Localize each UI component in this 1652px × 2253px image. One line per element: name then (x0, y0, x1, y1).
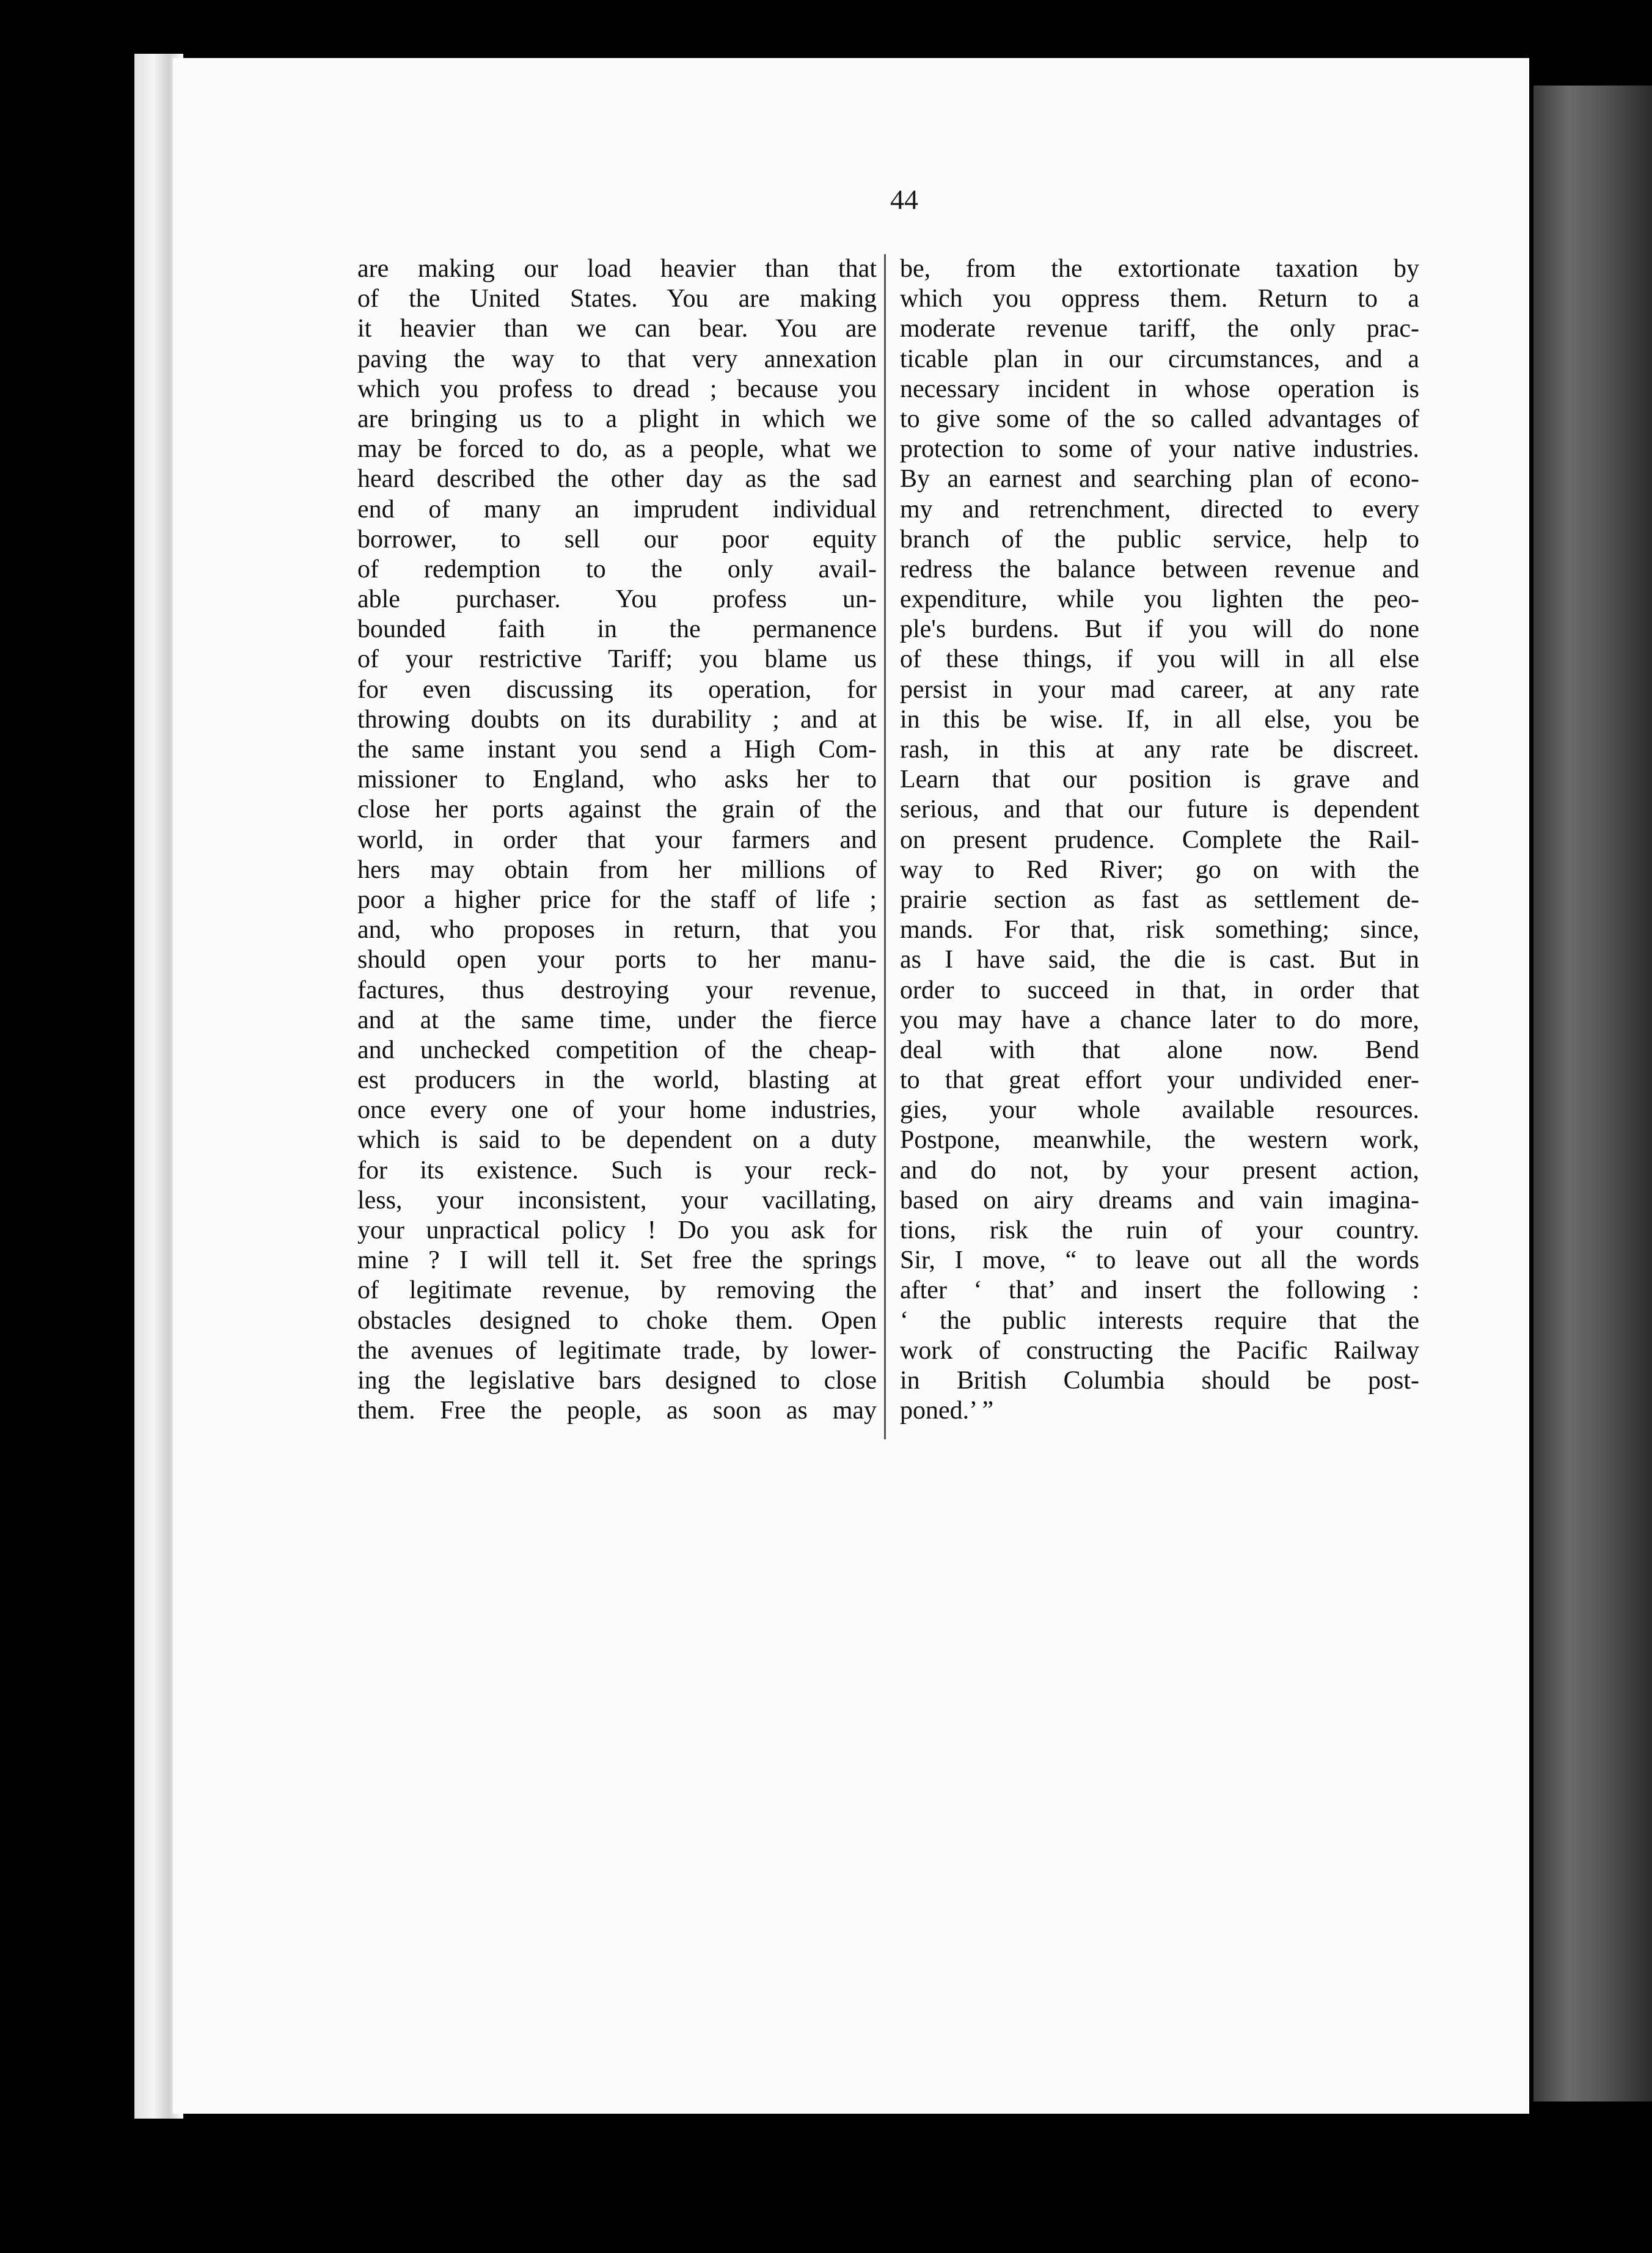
text-line: poned.’ ” (900, 1397, 994, 1425)
text-line: on present prudence. Complete the Rail- (900, 825, 1419, 854)
text-line: mands. For that, risk something; since, (900, 916, 1419, 944)
text-line: be, from the extortionate taxation by (900, 255, 1419, 283)
text-line: my and retrenchment, directed to every (900, 495, 1419, 524)
text-line: once every one of your home industries, (357, 1096, 877, 1125)
text-line: gies, your whole available resources. (900, 1096, 1419, 1125)
text-line: which is said to be dependent on a duty (357, 1126, 877, 1155)
text-line: based on airy dreams and vain imagina- (900, 1186, 1419, 1214)
text-line: moderate revenue tariff, the only prac- (900, 315, 1419, 343)
text-line: Sir, I move, “ to leave out all the words (900, 1246, 1419, 1275)
text-line: serious, and that our future is dependent (900, 795, 1419, 824)
text-line: end of many an imprudent individual (357, 495, 877, 524)
text-line: way to Red River; go on with the (900, 855, 1419, 884)
text-line: as I have said, the die is cast. But in (900, 946, 1419, 974)
text-line: expenditure, while you lighten the peo- (900, 585, 1419, 614)
text-line: the same instant you send a High Com- (357, 736, 877, 764)
text-line: are making our load heavier than that (357, 255, 877, 283)
text-line: protection to some of your native industries. (900, 435, 1419, 464)
text-line: ‘ the public interests require that the (900, 1306, 1419, 1335)
text-line: borrower, to sell our poor equity (357, 525, 877, 553)
text-line: are bringing us to a plight in which we (357, 404, 877, 433)
text-line: By an earnest and searching plan of econo- (900, 465, 1419, 494)
text-line: in this be wise. If, in all else, you be (900, 705, 1419, 734)
text-line: it heavier than we can bear. You are (357, 315, 877, 343)
text-line: Postpone, meanwhile, the western work, (900, 1126, 1419, 1155)
text-line: bounded faith in the permanence (357, 615, 877, 644)
text-line: ing the legislative bars designed to close (357, 1366, 877, 1395)
column-divider (884, 254, 886, 1439)
page-number: 44 (890, 184, 918, 215)
text-line: prairie section as fast as settlement de- (900, 885, 1419, 914)
text-line: close her ports against the grain of the (357, 795, 877, 824)
text-line: world, in order that your farmers and (357, 825, 877, 854)
text-line: necessary incident in whose operation is (900, 374, 1419, 403)
text-line: persist in your mad career, at any rate (900, 675, 1419, 704)
text-line: work of constructing the Pacific Railway (900, 1336, 1419, 1365)
text-line: branch of the public service, help to (900, 525, 1419, 553)
facing-page-edge (1533, 86, 1652, 2101)
right-column (900, 254, 1419, 1426)
text-line: and at the same time, under the fierce (357, 1006, 877, 1034)
text-line: redress the balance between revenue and (900, 555, 1419, 583)
text-line: ple's burdens. But if you will do none (900, 615, 1419, 644)
text-line: for its existence. Such is your reck- (357, 1156, 877, 1185)
bleed-through-left (342, 1454, 880, 2065)
text-line: heard described the other day as the sad (357, 465, 877, 494)
text-line: of legitimate revenue, by removing the (357, 1276, 877, 1305)
text-line: of the United States. You are making (357, 285, 877, 313)
text-line: which you oppress them. Return to a (900, 285, 1419, 313)
text-line: tions, risk the ruin of your country. (900, 1216, 1419, 1244)
text-line: and unchecked competition of the cheap- (357, 1035, 877, 1064)
text-line: factures, thus destroying your revenue, (357, 976, 877, 1004)
text-line: and do not, by your present action, (900, 1156, 1419, 1185)
text-line: less, your inconsistent, your vacillating, (357, 1186, 877, 1214)
bleed-through-right (904, 1423, 1442, 2065)
text-line: hers may obtain from her millions of (357, 855, 877, 884)
text-line: paving the way to that very annexation (357, 345, 877, 373)
text-line: which you profess to dread ; because you (357, 374, 877, 403)
text-line: to give some of the so called advantages of (900, 404, 1419, 433)
text-line: them. Free the people, as soon as may (357, 1397, 877, 1425)
text-line: after ‘ that’ and insert the following : (900, 1276, 1419, 1305)
text-line: throwing doubts on its durability ; and at (357, 705, 877, 734)
text-line: to that great effort your undivided ener- (900, 1066, 1419, 1095)
text-line: of your restrictive Tariff; you blame us (357, 645, 877, 674)
text-line: may be forced to do, as a people, what we (357, 435, 877, 464)
text-line: mine ? I will tell it. Set free the springs (357, 1246, 877, 1275)
text-line: in British Columbia should be post- (900, 1366, 1419, 1395)
text-line: you may have a chance later to do more, (900, 1006, 1419, 1034)
text-line: est producers in the world, blasting at (357, 1066, 877, 1095)
text-line: the avenues of legitimate trade, by lower- (357, 1336, 877, 1365)
left-column (357, 254, 877, 1426)
text-line: rash, in this at any rate be discreet. (900, 736, 1419, 764)
text-line: able purchaser. You profess un- (357, 585, 877, 614)
text-line: should open your ports to her manu- (357, 946, 877, 974)
text-line: of these things, if you will in all else (900, 645, 1419, 674)
text-line: and, who proposes in return, that you (357, 916, 877, 944)
text-line: your unpractical policy ! Do you ask for (357, 1216, 877, 1244)
text-line: missioner to England, who asks her to (357, 765, 877, 794)
text-line: deal with that alone now. Bend (900, 1035, 1419, 1064)
text-line: of redemption to the only avail- (357, 555, 877, 583)
text-line: poor a higher price for the staff of life ; (357, 885, 877, 914)
text-line: for even discussing its operation, for (357, 675, 877, 704)
text-line: Learn that our position is grave and (900, 765, 1419, 794)
text-line: ticable plan in our circumstances, and a (900, 345, 1419, 373)
text-line: obstacles designed to choke them. Open (357, 1306, 877, 1335)
text-line: order to succeed in that, in order that (900, 976, 1419, 1004)
